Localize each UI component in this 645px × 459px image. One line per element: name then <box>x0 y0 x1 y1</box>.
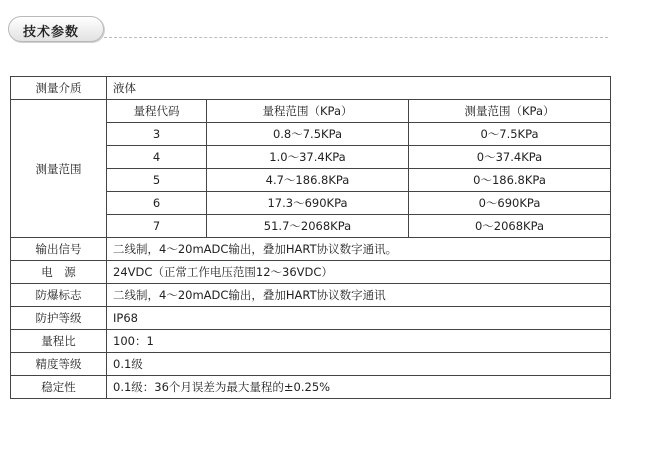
row-label-range: 测量范围 <box>11 100 107 238</box>
row-value-stability: 0.1级：36个月误差为最大量程的±0.25% <box>107 376 611 399</box>
row-value-turndown: 100：1 <box>107 330 611 353</box>
row-label-explosion: 防爆标志 <box>11 284 107 307</box>
range-span: 1.0～37.4KPa <box>207 146 409 169</box>
row-value-explosion: 二线制，4～20mADC输出，叠加HART协议数字通讯 <box>107 284 611 307</box>
range-code: 3 <box>107 123 207 146</box>
table-row <box>11 77 611 100</box>
row-label-power: 电 源 <box>11 261 107 284</box>
range-measure: 0～690KPa <box>409 192 611 215</box>
range-code: 6 <box>107 192 207 215</box>
range-header-span: 量程范围（KPa） <box>207 100 409 123</box>
table-row <box>11 100 611 123</box>
row-label-protection: 防护等级 <box>11 307 107 330</box>
range-measure: 0～37.4KPa <box>409 146 611 169</box>
row-value-accuracy: 0.1级 <box>107 353 611 376</box>
section-header <box>8 16 608 42</box>
range-code: 4 <box>107 146 207 169</box>
row-value-protection: IP68 <box>107 307 611 330</box>
section-divider <box>104 37 608 38</box>
table-row <box>11 330 611 353</box>
range-measure: 0～7.5KPa <box>409 123 611 146</box>
range-code: 7 <box>107 215 207 238</box>
table-row <box>11 307 611 330</box>
table-row <box>11 261 611 284</box>
range-code: 5 <box>107 169 207 192</box>
section-title: 技术参数 <box>23 25 80 40</box>
row-label-output: 输出信号 <box>11 238 107 261</box>
range-span: 17.3～690KPa <box>207 192 409 215</box>
table-row <box>11 284 611 307</box>
row-value-medium: 液体 <box>107 77 611 100</box>
table-row <box>11 238 611 261</box>
spec-table <box>10 76 611 399</box>
range-header-measure: 测量范围（KPa） <box>409 100 611 123</box>
range-measure: 0～186.8KPa <box>409 169 611 192</box>
range-span: 4.7～186.8KPa <box>207 169 409 192</box>
row-label-turndown: 量程比 <box>11 330 107 353</box>
range-span: 51.7～2068KPa <box>207 215 409 238</box>
table-row <box>11 376 611 399</box>
range-span: 0.8～7.5KPa <box>207 123 409 146</box>
row-label-stability: 稳定性 <box>11 376 107 399</box>
row-value-power: 24VDC（正常工作电压范围12～36VDC） <box>107 261 611 284</box>
row-label-medium: 测量介质 <box>11 77 107 100</box>
row-label-accuracy: 精度等级 <box>11 353 107 376</box>
range-header-code: 量程代码 <box>107 100 207 123</box>
range-measure: 0～2068KPa <box>409 215 611 238</box>
section-tab[interactable] <box>8 16 104 42</box>
table-row <box>11 353 611 376</box>
row-value-output: 二线制，4～20mADC输出，叠加HART协议数字通讯。 <box>107 238 611 261</box>
